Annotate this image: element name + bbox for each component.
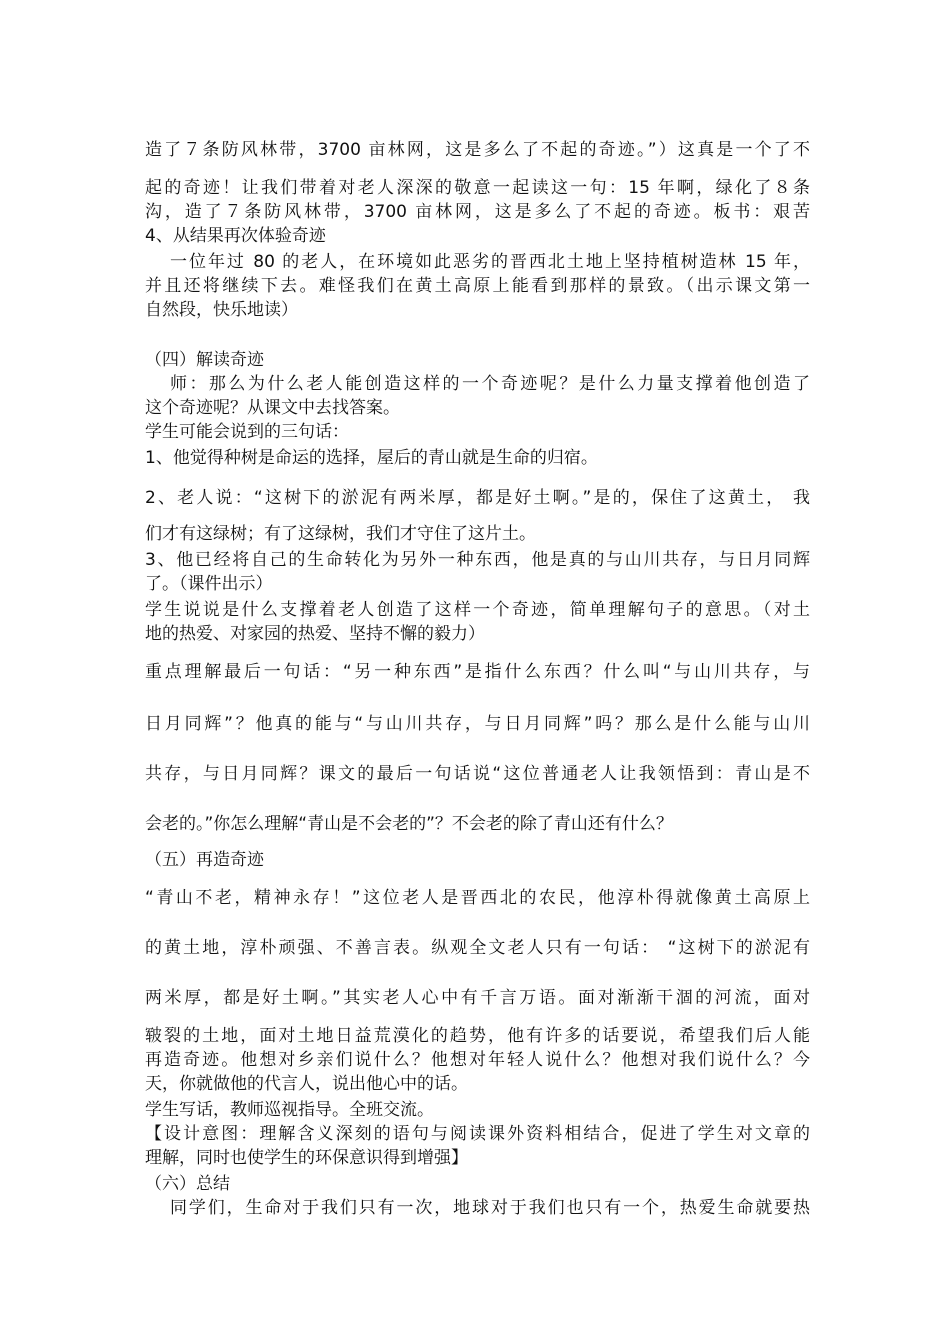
text-line: “青山不老，精神永存！”这位老人是晋西北的农民，他淳朴得就像黄土高原上 — [145, 888, 810, 908]
text-line: 学生写话，教师巡视指导。全班交流。 — [145, 1100, 434, 1120]
section-heading: （五）再造奇迹 — [145, 850, 264, 870]
text-line: 们才有这绿树；有了这绿树，我们才守住了这片土。 — [145, 524, 536, 544]
text-line: 再造奇迹。他想对乡亲们说什么？他想对年轻人说什么？他想对我们说什么？今 — [145, 1050, 810, 1070]
text-line: 沟，造了７条防风林带，3700 亩林网，这是多么了不起的奇迹。板书：艰苦 — [145, 202, 810, 222]
text-line: 同学们，生命对于我们只有一次，地球对于我们也只有一个，热爱生命就要热 — [170, 1198, 810, 1218]
text-line: 1、他觉得种树是命运的选择，屋后的青山就是生命的归宿。 — [145, 448, 598, 468]
design-intent-note: 理解，同时也使学生的环保意识得到增强】 — [145, 1148, 468, 1168]
section-heading: （四）解读奇迹 — [145, 350, 264, 370]
text-line: 师：那么为什么老人能创造这样的一个奇迹呢？是什么力量支撑着他创造了 — [170, 374, 810, 394]
text-line: 学生可能会说到的三句话： — [145, 422, 349, 442]
section-heading: （六）总结 — [145, 1174, 230, 1194]
text-line: 共存，与日月同辉？课文的最后一句话说“这位普通老人让我领悟到：青山是不 — [145, 764, 810, 784]
text-line: 起的奇迹！让我们带着对老人深深的敬意一起读这一句：15 年啊，绿化了８条 — [145, 178, 810, 198]
text-line: 3、他已经将自己的生命转化为另外一种东西，他是真的与山川共存，与日月同辉 — [145, 550, 810, 570]
text-line: 天，你就做他的代言人，说出他心中的话。 — [145, 1074, 468, 1094]
text-line: 重点理解最后一句话：“另一种东西”是指什么东西？什么叫“与山川共存，与 — [145, 662, 810, 682]
text-line: 自然段，快乐地读） — [145, 300, 298, 320]
text-line: 这个奇迹呢？从课文中去找答案。 — [145, 398, 400, 418]
text-line: 学生说说是什么支撑着老人创造了这样一个奇迹，简单理解句子的意思。（对土 — [145, 600, 810, 620]
text-line: 会老的。”你怎么理解“青山是不会老的”？不会老的除了青山还有什么？ — [145, 814, 673, 834]
text-line: 并且还将继续下去。难怪我们在黄土高原上能看到那样的景致。（出示课文第一 — [145, 276, 810, 296]
text-line: 地的热爱、对家园的热爱、坚持不懈的毅力） — [145, 624, 485, 644]
text-line: 皲裂的土地，面对土地日益荒漠化的趋势，他有许多的话要说，希望我们后人能 — [145, 1026, 810, 1046]
text-line: 了。（课件出示） — [145, 574, 273, 594]
text-line: 日月同辉”？他真的能与“与山川共存，与日月同辉”吗？那么是什么能与山川 — [145, 714, 810, 734]
section-heading: 4、从结果再次体验奇迹 — [145, 226, 326, 246]
text-line: 一位年过 80 的老人，在环境如此恶劣的晋西北土地上坚持植树造林 15 年， — [170, 252, 810, 272]
text-line: 两米厚，都是好土啊。”其实老人心中有千言万语。面对渐渐干涸的河流，面对 — [145, 988, 810, 1008]
text-line: 的黄土地，淳朴顽强、不善言表。纵观全文老人只有一句话： “这树下的淤泥有 — [145, 938, 810, 958]
text-line: 造了７条防风林带，3700 亩林网，这是多么了不起的奇迹。”）这真是一个了不 — [145, 140, 810, 160]
design-intent-note: 【设计意图：理解含义深刻的语句与阅读课外资料相结合，促进了学生对文章的 — [145, 1124, 810, 1144]
text-line: 2、老人说：“这树下的淤泥有两米厚，都是好土啊。”是的，保住了这黄土， 我 — [145, 488, 810, 508]
